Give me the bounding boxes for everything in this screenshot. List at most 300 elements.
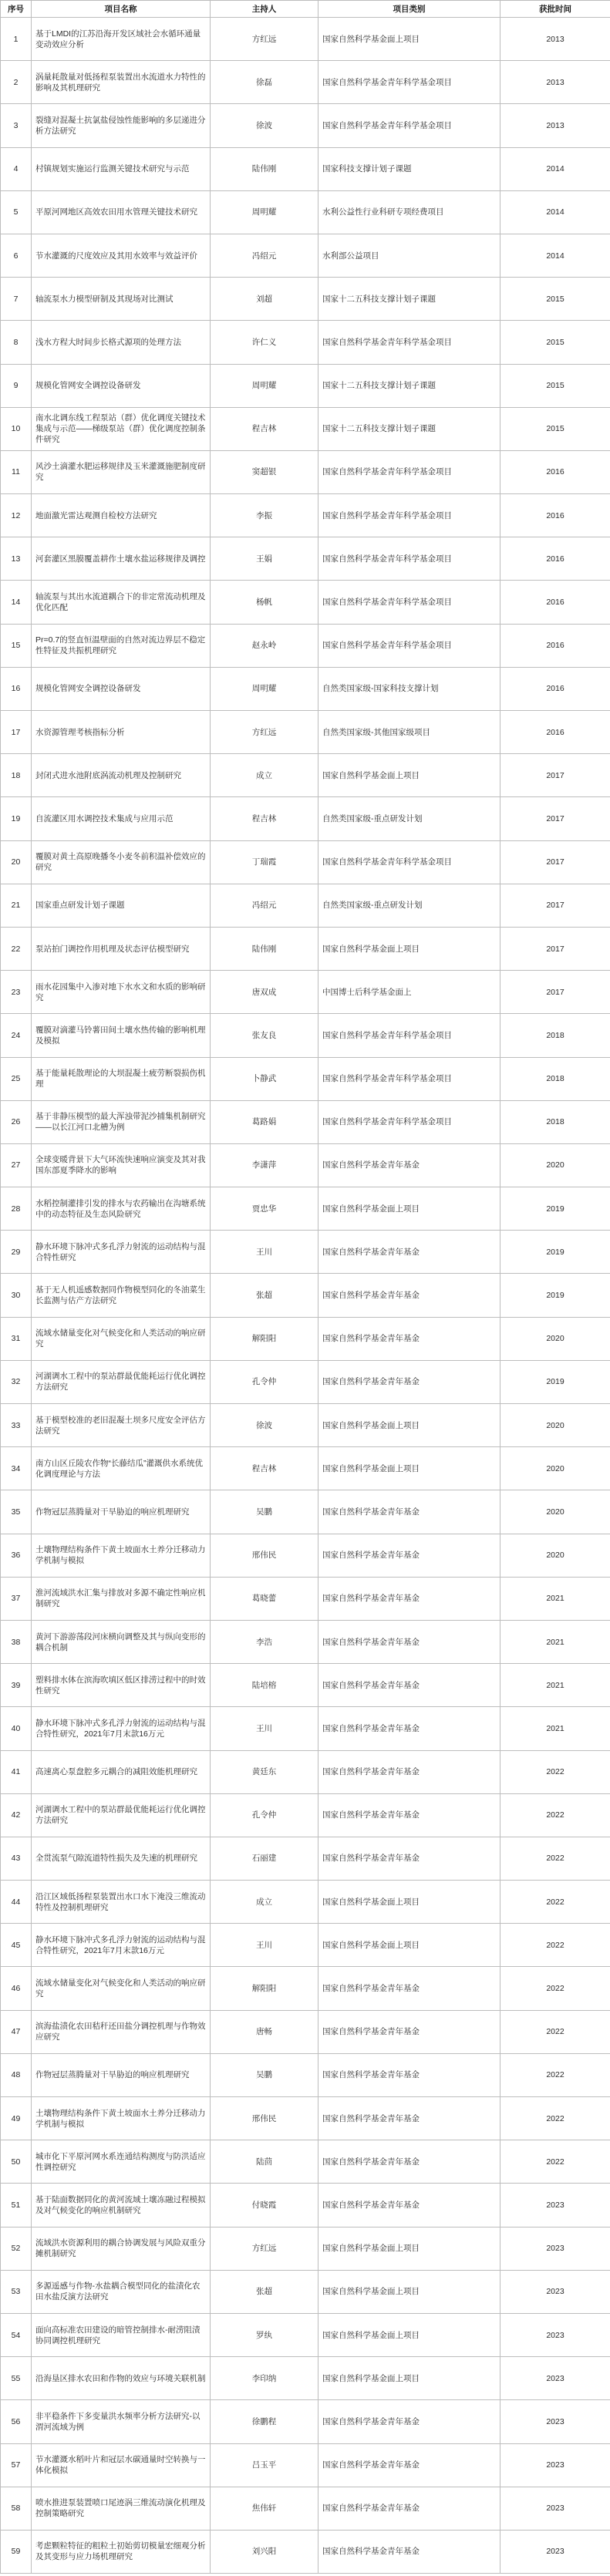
- cell-host: 李振: [211, 494, 318, 537]
- cell-no: 43: [1, 1837, 32, 1880]
- cell-no: 39: [1, 1664, 32, 1707]
- cell-no: 3: [1, 104, 32, 147]
- cell-no: 28: [1, 1187, 32, 1231]
- cell-no: 25: [1, 1057, 32, 1100]
- cell-host: 解阳阳: [211, 1317, 318, 1360]
- table-row: [1, 971, 610, 1014]
- cell-category: 国家自然科学基金青年基金: [318, 2140, 500, 2184]
- cell-project-name: 黄河下游游荡段河床横向调整及其与纵向变形的耦合机制: [32, 1620, 211, 1663]
- cell-project-name: 河套灌区黑膜覆盖耕作土壤水盐运移规律及调控: [32, 537, 211, 581]
- table-row: [1, 754, 610, 797]
- table-row: [1, 1274, 610, 1317]
- cell-year: 2016: [500, 581, 610, 624]
- cell-category: 国家十二五科技支撑计划子课题: [318, 364, 500, 407]
- cell-project-name: 轴流泵与其出水流道耦合下的非定常流动机理及优化匹配: [32, 581, 211, 624]
- table-row: [1, 1967, 610, 2010]
- cell-project-name: 滨海盐渍化农田秸秆还田盐分调控机理与作物效应研究: [32, 2010, 211, 2053]
- cell-host: 贾忠华: [211, 1187, 318, 1231]
- cell-category: 国家十二五科技支撑计划子课题: [318, 407, 500, 450]
- table-row: [1, 1404, 610, 1447]
- cell-category: 国家自然科学基金青年基金: [318, 1967, 500, 2010]
- table-row: [1, 364, 610, 407]
- cell-project-name: 静水环境下脉冲式多孔浮力射流的运动结构与混合特性研究，2021年7月末款16万元: [32, 1924, 211, 1967]
- cell-no: 35: [1, 1490, 32, 1534]
- cell-no: 55: [1, 2357, 32, 2400]
- cell-category: 国家自然科学基金青年基金: [318, 2443, 500, 2487]
- table-row: [1, 1057, 610, 1100]
- cell-category: 国家自然科学基金面上项目: [318, 18, 500, 61]
- cell-category: 水利部公益项目: [318, 234, 500, 277]
- header-category: 项目类别: [318, 1, 500, 18]
- cell-project-name: 平原河网地区高效农田用水管理关键技术研究: [32, 190, 211, 234]
- table-row: [1, 797, 610, 840]
- cell-project-name: 节水灌溉水稻叶片和冠层水碳通量时空转换与一体化模拟: [32, 2443, 211, 2487]
- cell-year: 2022: [500, 1924, 610, 1967]
- cell-no: 16: [1, 667, 32, 710]
- cell-host: 孔令仲: [211, 1793, 318, 1837]
- cell-category: 水利公益性行业科研专项经费项目: [318, 190, 500, 234]
- table-row: [1, 1231, 610, 1274]
- cell-host: 王川: [211, 1707, 318, 1750]
- table-row: [1, 2270, 610, 2313]
- table-row: [1, 1317, 610, 1360]
- cell-project-name: 自流灌区用水调控技术集成与应用示范: [32, 797, 211, 840]
- cell-no: 56: [1, 2400, 32, 2443]
- cell-year: 2019: [500, 1360, 610, 1403]
- cell-host: 丁瑞霞: [211, 840, 318, 884]
- cell-no: 46: [1, 1967, 32, 2010]
- table-row: [1, 2097, 610, 2140]
- cell-category: 国家自然科学基金面上项目: [318, 2227, 500, 2270]
- cell-project-name: 塑料排水体在滨海吹填区低区排涝过程中的时效性研究: [32, 1664, 211, 1707]
- cell-no: 19: [1, 797, 32, 840]
- table-row: [1, 278, 610, 321]
- cell-year: 2022: [500, 2140, 610, 2184]
- cell-no: 11: [1, 450, 32, 493]
- cell-host: 邢伟民: [211, 2097, 318, 2140]
- cell-no: 24: [1, 1014, 32, 1057]
- cell-host: 方红远: [211, 18, 318, 61]
- table-row: [1, 2313, 610, 2356]
- cell-category: 国家自然科学基金青年基金: [318, 1664, 500, 1707]
- cell-year: 2019: [500, 1274, 610, 1317]
- cell-year: 2021: [500, 1664, 610, 1707]
- cell-no: 37: [1, 1577, 32, 1620]
- cell-project-name: 水资源管理考核指标分析: [32, 711, 211, 754]
- cell-project-name: 沿江区域低扬程泵装置出水口水下淹没三维流动特性及控制机理研究: [32, 1881, 211, 1924]
- cell-project-name: 封闭式进水池附底涡流动机理及控制研究: [32, 754, 211, 797]
- cell-no: 9: [1, 364, 32, 407]
- cell-project-name: 覆膜对黄土高原晚播冬小麦冬前积温补偿效应的研究: [32, 840, 211, 884]
- header-host: 主持人: [211, 1, 318, 18]
- cell-project-name: 城市化下平原河网水系连通结构测度与防洪适应性调控研究: [32, 2140, 211, 2184]
- cell-project-name: 地面激光雷达观测自检校方法研究: [32, 494, 211, 537]
- table-row: [1, 407, 610, 450]
- table-row: [1, 2010, 610, 2053]
- cell-no: 8: [1, 321, 32, 364]
- cell-year: 2022: [500, 2053, 610, 2096]
- cell-category: 国家自然科学基金面上项目: [318, 927, 500, 970]
- cell-project-name: 流域水储量变化对气候变化和人类活动的响应研究: [32, 1317, 211, 1360]
- table-row: [1, 2227, 610, 2270]
- table-row: [1, 884, 610, 927]
- cell-project-name: 静水环境下脉冲式多孔浮力射流的运动结构与混合特性研究: [32, 1231, 211, 1274]
- table-row: [1, 667, 610, 710]
- table-row: [1, 104, 610, 147]
- cell-project-name: Pr=0.7的竖直恒温壁面的自然对流边界层不稳定性特征及共振机理研究: [32, 624, 211, 667]
- cell-no: 44: [1, 1881, 32, 1924]
- table-row: [1, 537, 610, 581]
- table-row: [1, 2140, 610, 2184]
- cell-host: 陆培榕: [211, 1664, 318, 1707]
- cell-category: 国家自然科学基金面上项目: [318, 1187, 500, 1231]
- cell-project-name: 河湖调水工程中的泵站群最优能耗运行优化调控方法研究: [32, 1793, 211, 1837]
- cell-host: 方红远: [211, 711, 318, 754]
- cell-no: 54: [1, 2313, 32, 2356]
- cell-host: 焦伟轩: [211, 2487, 318, 2530]
- table-row: [1, 840, 610, 884]
- cell-no: 5: [1, 190, 32, 234]
- cell-year: 2018: [500, 1100, 610, 1143]
- cell-host: 刘超: [211, 278, 318, 321]
- cell-no: 50: [1, 2140, 32, 2184]
- cell-project-name: 面向高标准农田建设的暗管控制排水-耐涝阻渍协同调控机理研究: [32, 2313, 211, 2356]
- cell-no: 26: [1, 1100, 32, 1143]
- cell-category: 国家自然科学基金青年科学基金项目: [318, 494, 500, 537]
- cell-host: 徐波: [211, 104, 318, 147]
- cell-year: 2023: [500, 2184, 610, 2227]
- cell-year: 2016: [500, 494, 610, 537]
- cell-host: 李潇萍: [211, 1143, 318, 1187]
- cell-year: 2020: [500, 1534, 610, 1577]
- cell-year: 2019: [500, 1231, 610, 1274]
- table-row: [1, 927, 610, 970]
- cell-host: 陆茴: [211, 2140, 318, 2184]
- table-row: [1, 61, 610, 104]
- cell-no: 47: [1, 2010, 32, 2053]
- cell-host: 徐磊: [211, 61, 318, 104]
- cell-category: 国家自然科学基金青年基金: [318, 2010, 500, 2053]
- cell-year: 2022: [500, 1837, 610, 1880]
- table-row: [1, 1707, 610, 1750]
- cell-host: 程吉林: [211, 1447, 318, 1490]
- table-row: [1, 450, 610, 493]
- cell-category: 国家自然科学基金青年基金: [318, 1707, 500, 1750]
- table-row: [1, 2053, 610, 2096]
- cell-no: 1: [1, 18, 32, 61]
- cell-category: 国家自然科学基金青年基金: [318, 2053, 500, 2096]
- cell-no: 7: [1, 278, 32, 321]
- cell-year: 2013: [500, 104, 610, 147]
- cell-no: 57: [1, 2443, 32, 2487]
- cell-year: 2022: [500, 1793, 610, 1837]
- cell-project-name: 流域水储量变化对气候变化和人类活动的响应研究: [32, 1967, 211, 2010]
- cell-project-name: 泵站拍门调控作用机理及状态评估模型研究: [32, 927, 211, 970]
- cell-project-name: 风沙土滴灌水肥运移规律及玉米灌溉施肥制度研究: [32, 450, 211, 493]
- cell-project-name: 流域洪水资源利用的耦合协调发展与风险双重分摊机制研究: [32, 2227, 211, 2270]
- cell-project-name: 河湖调水工程中的泵站群最优能耗运行优化调控方法研究: [32, 1360, 211, 1403]
- table-row: [1, 2530, 610, 2573]
- cell-category: 国家自然科学基金面上项目: [318, 2270, 500, 2313]
- table-body: [1, 18, 610, 2574]
- cell-category: 国家自然科学基金青年基金: [318, 2487, 500, 2530]
- cell-project-name: 覆膜对滴灌马铃薯田间土壤水热传输的影响机理及模拟: [32, 1014, 211, 1057]
- cell-no: 36: [1, 1534, 32, 1577]
- cell-year: 2023: [500, 2487, 610, 2530]
- cell-category: 国家自然科学基金青年基金: [318, 1534, 500, 1577]
- cell-category: 国家自然科学基金青年基金: [318, 1620, 500, 1663]
- cell-category: 国家自然科学基金青年基金: [318, 1143, 500, 1187]
- cell-project-name: 涡量耗散量对低扬程泵装置出水流道水力特性的影响及其机理研究: [32, 61, 211, 104]
- cell-category: 国家自然科学基金青年科学基金项目: [318, 840, 500, 884]
- table-row: [1, 1837, 610, 1880]
- cell-host: 张友良: [211, 1014, 318, 1057]
- table-row: [1, 1447, 610, 1490]
- cell-year: 2020: [500, 1490, 610, 1534]
- cell-year: 2015: [500, 278, 610, 321]
- cell-host: 陆伟刚: [211, 147, 318, 190]
- cell-host: 周明耀: [211, 190, 318, 234]
- cell-year: 2013: [500, 61, 610, 104]
- cell-no: 23: [1, 971, 32, 1014]
- table-row: [1, 1577, 610, 1620]
- cell-year: 2020: [500, 1143, 610, 1187]
- table-row: [1, 1187, 610, 1231]
- cell-category: 国家自然科学基金面上项目: [318, 754, 500, 797]
- cell-year: 2014: [500, 147, 610, 190]
- cell-year: 2020: [500, 1317, 610, 1360]
- cell-category: 国家自然科学基金青年基金: [318, 1837, 500, 1880]
- cell-year: 2016: [500, 667, 610, 710]
- cell-no: 14: [1, 581, 32, 624]
- cell-project-name: 全球变暖背景下大气环流快速响应演变及其对我国东部夏季降水的影响: [32, 1143, 211, 1187]
- cell-category: 国家自然科学基金青年基金: [318, 1231, 500, 1274]
- cell-host: 张超: [211, 1274, 318, 1317]
- cell-project-name: 基于能量耗散理论的大坝混凝土疲劳断裂损伤机理: [32, 1057, 211, 1100]
- cell-year: 2017: [500, 971, 610, 1014]
- cell-no: 29: [1, 1231, 32, 1274]
- cell-project-name: 村镇规划实施运行监测关键技术研究与示范: [32, 147, 211, 190]
- cell-project-name: 节水灌溉的尺度效应及其用水效率与效益评价: [32, 234, 211, 277]
- cell-no: 53: [1, 2270, 32, 2313]
- cell-category: 自然类国家级-其他国家级项目: [318, 711, 500, 754]
- cell-host: 陆伟刚: [211, 927, 318, 970]
- cell-category: 国家自然科学基金面上项目: [318, 1447, 500, 1490]
- cell-year: 2023: [500, 2400, 610, 2443]
- header-year: 获批时间: [500, 1, 610, 18]
- cell-year: 2023: [500, 2313, 610, 2356]
- cell-host: 解阳阳: [211, 1967, 318, 2010]
- cell-project-name: 作物冠层蒸腾量对干旱胁迫的响应机理研究: [32, 2053, 211, 2096]
- cell-category: 国家自然科学基金青年科学基金项目: [318, 61, 500, 104]
- cell-project-name: 国家重点研发计划子课题: [32, 884, 211, 927]
- cell-year: 2018: [500, 1057, 610, 1100]
- cell-project-name: 浅水方程大时间步长格式源项的处理方法: [32, 321, 211, 364]
- table-row: [1, 190, 610, 234]
- cell-no: 2: [1, 61, 32, 104]
- table-row: [1, 494, 610, 537]
- cell-host: 许仁义: [211, 321, 318, 364]
- cell-year: 2021: [500, 1620, 610, 1663]
- cell-host: 李浩: [211, 1620, 318, 1663]
- table-row: [1, 1620, 610, 1663]
- cell-category: 国家自然科学基金青年科学基金项目: [318, 1057, 500, 1100]
- cell-year: 2016: [500, 450, 610, 493]
- cell-no: 27: [1, 1143, 32, 1187]
- cell-project-name: 南方山区丘陵农作物“长藤结瓜”灌溉供水系统优化调度理论与方法: [32, 1447, 211, 1490]
- cell-project-name: 基于无人机遥感数据同作物模型同化的冬油菜生长监测与估产方法研究: [32, 1274, 211, 1317]
- cell-year: 2013: [500, 18, 610, 61]
- cell-host: 吕玉平: [211, 2443, 318, 2487]
- cell-project-name: 静水环境下脉冲式多孔浮力射流的运动结构与混合特性研究，2021年7月末款16万元: [32, 1707, 211, 1750]
- cell-year: 2016: [500, 624, 610, 667]
- cell-project-name: 基于非静压模型的最大浑浊带泥沙捕集机制研究——以长江河口北槽为例: [32, 1100, 211, 1143]
- cell-project-name: 基于模型校准的老旧混凝土坝多尺度安全评估方法研究: [32, 1404, 211, 1447]
- table-header: [1, 1, 610, 18]
- table-row: [1, 1534, 610, 1577]
- cell-host: 吴鹏: [211, 2053, 318, 2096]
- cell-host: 葛晓蕾: [211, 1577, 318, 1620]
- table-row: [1, 2400, 610, 2443]
- cell-host: 付晓霞: [211, 2184, 318, 2227]
- cell-year: 2016: [500, 711, 610, 754]
- table-row: [1, 321, 610, 364]
- table-row: [1, 2184, 610, 2227]
- cell-no: 6: [1, 234, 32, 277]
- cell-host: 葛路娟: [211, 1100, 318, 1143]
- cell-project-name: 喷水推进泵装置喷口尾迹涡三维流动演化机理及控制策略研究: [32, 2487, 211, 2530]
- header-row: [1, 1, 610, 18]
- cell-year: 2014: [500, 234, 610, 277]
- cell-category: 国家自然科学基金青年科学基金项目: [318, 624, 500, 667]
- cell-no: 10: [1, 407, 32, 450]
- cell-category: 国家自然科学基金青年基金: [318, 1750, 500, 1793]
- cell-no: 52: [1, 2227, 32, 2270]
- header-no: 序号: [1, 1, 32, 18]
- cell-no: 33: [1, 1404, 32, 1447]
- cell-no: 48: [1, 2053, 32, 2096]
- table-row: [1, 1750, 610, 1793]
- table-row: [1, 1664, 610, 1707]
- cell-category: 自然类国家级-国家科技支撑计划: [318, 667, 500, 710]
- cell-no: 12: [1, 494, 32, 537]
- cell-host: 王川: [211, 1231, 318, 1274]
- cell-category: 中国博士后科学基金面上: [318, 971, 500, 1014]
- cell-host: 卜静武: [211, 1057, 318, 1100]
- cell-category: 国家自然科学基金青年科学基金项目: [318, 537, 500, 581]
- cell-host: 冯绍元: [211, 884, 318, 927]
- cell-category: 国家自然科学基金青年基金: [318, 1577, 500, 1620]
- cell-category: 国家自然科学基金青年科学基金项目: [318, 1014, 500, 1057]
- cell-project-name: 非平稳条件下多变量洪水频率分析方法研究-以渭河流域为例: [32, 2400, 211, 2443]
- cell-year: 2020: [500, 1447, 610, 1490]
- cell-project-name: 高速离心泵盘腔多元耦合的减阻效能机理研究: [32, 1750, 211, 1793]
- cell-year: 2015: [500, 364, 610, 407]
- cell-year: 2021: [500, 1577, 610, 1620]
- table-row: [1, 1100, 610, 1143]
- cell-category: 国家自然科学基金青年基金: [318, 1793, 500, 1837]
- cell-host: 王川: [211, 1924, 318, 1967]
- cell-host: 徐鹏程: [211, 2400, 318, 2443]
- cell-category: 国家科技支撑计划子课题: [318, 147, 500, 190]
- cell-host: 赵永岭: [211, 624, 318, 667]
- cell-host: 成立: [211, 754, 318, 797]
- table-row: [1, 18, 610, 61]
- table-row: [1, 1014, 610, 1057]
- cell-no: 21: [1, 884, 32, 927]
- cell-category: 自然类国家级-重点研发计划: [318, 884, 500, 927]
- cell-host: 冯绍元: [211, 234, 318, 277]
- table-row: [1, 147, 610, 190]
- cell-project-name: 作物冠层蒸腾量对干旱胁迫的响应机理研究: [32, 1490, 211, 1534]
- cell-year: 2017: [500, 754, 610, 797]
- cell-no: 42: [1, 1793, 32, 1837]
- cell-category: 国家自然科学基金面上项目: [318, 1404, 500, 1447]
- cell-host: 程吉林: [211, 407, 318, 450]
- cell-category: 国家自然科学基金青年基金: [318, 2530, 500, 2573]
- cell-no: 13: [1, 537, 32, 581]
- cell-project-name: 规模化管网安全调控设备研发: [32, 667, 211, 710]
- table-row: [1, 1793, 610, 1837]
- cell-host: 窦超银: [211, 450, 318, 493]
- cell-project-name: 全贯流泵气隙流道特性损失及失速的机理研究: [32, 1837, 211, 1880]
- cell-category: 国家十二五科技支撑计划子课题: [318, 278, 500, 321]
- cell-category: 国家自然科学基金青年基金: [318, 1490, 500, 1534]
- cell-year: 2022: [500, 1881, 610, 1924]
- cell-no: 40: [1, 1707, 32, 1750]
- cell-year: 2016: [500, 537, 610, 581]
- cell-category: 国家自然科学基金青年科学基金项目: [318, 581, 500, 624]
- cell-no: 58: [1, 2487, 32, 2530]
- cell-year: 2014: [500, 190, 610, 234]
- cell-no: 38: [1, 1620, 32, 1663]
- cell-year: 2015: [500, 407, 610, 450]
- cell-year: 2023: [500, 2357, 610, 2400]
- cell-year: 2018: [500, 1014, 610, 1057]
- cell-year: 2017: [500, 927, 610, 970]
- cell-project-name: 多源遥感与作物-水盐耦合模型同化的盐渍化农田水盐反演方法研究: [32, 2270, 211, 2313]
- cell-category: 国家自然科学基金青年基金: [318, 1360, 500, 1403]
- table-row: [1, 1143, 610, 1187]
- cell-host: 徐波: [211, 1404, 318, 1447]
- cell-host: 李印纳: [211, 2357, 318, 2400]
- table-row: [1, 1360, 610, 1403]
- cell-year: 2022: [500, 2097, 610, 2140]
- cell-category: 国家自然科学基金青年科学基金项目: [318, 321, 500, 364]
- cell-year: 2022: [500, 1967, 610, 2010]
- cell-project-name: 土壤物理结构条件下黄土坡面水土养分迁移动力学机制与模拟: [32, 1534, 211, 1577]
- cell-host: 张超: [211, 2270, 318, 2313]
- cell-project-name: 淮河流域洪水汇集与排放对多源不确定性响应机制研究: [32, 1577, 211, 1620]
- cell-host: 成立: [211, 1881, 318, 1924]
- cell-no: 32: [1, 1360, 32, 1403]
- cell-host: 杨帆: [211, 581, 318, 624]
- cell-category: 国家自然科学基金面上项目: [318, 2313, 500, 2356]
- cell-year: 2017: [500, 797, 610, 840]
- cell-no: 59: [1, 2530, 32, 2573]
- cell-project-name: 轴流泵水力模型研制及其现场对比测试: [32, 278, 211, 321]
- cell-no: 49: [1, 2097, 32, 2140]
- cell-year: 2022: [500, 2010, 610, 2053]
- cell-project-name: 南水北调东线工程泵站（群）优化调度关键技术集成与示范——梯级泵站（群）优化调度控制条件研究: [32, 407, 211, 450]
- cell-host: 周明耀: [211, 364, 318, 407]
- cell-category: 国家自然科学基金青年科学基金项目: [318, 1100, 500, 1143]
- cell-no: 51: [1, 2184, 32, 2227]
- table-row: [1, 711, 610, 754]
- cell-host: 方红远: [211, 2227, 318, 2270]
- cell-no: 4: [1, 147, 32, 190]
- table-row: [1, 234, 610, 277]
